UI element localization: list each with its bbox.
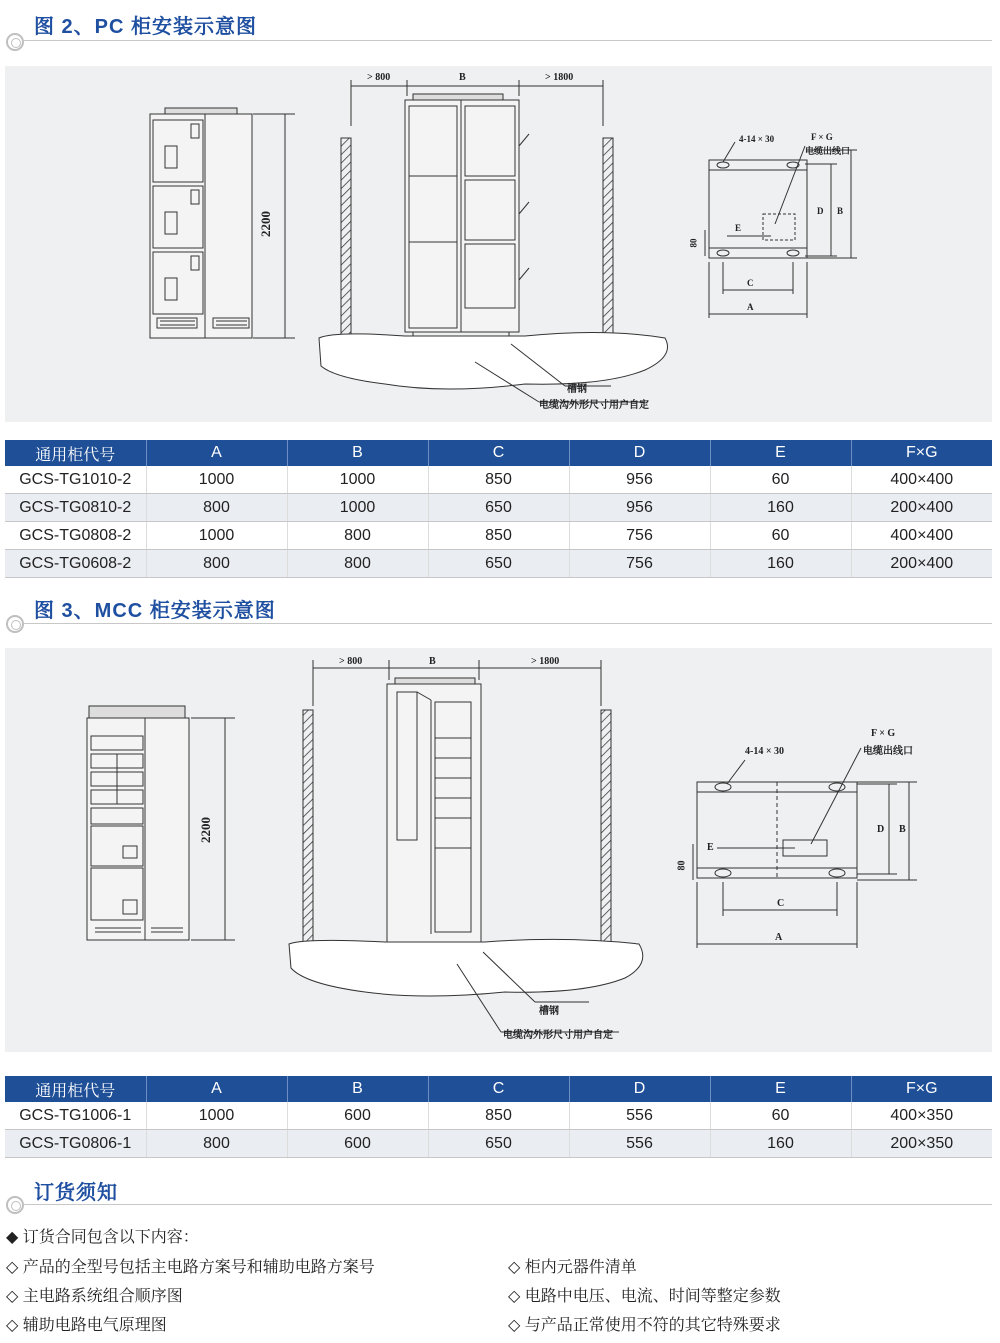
table-cell: 650: [428, 494, 569, 522]
table-cell: 850: [428, 466, 569, 494]
table-cell: 650: [428, 1130, 569, 1158]
table-cell: 800: [146, 1130, 287, 1158]
table-cell: GCS-TG0810-2: [5, 494, 146, 522]
section-title-mcc: 图 3、MCC 柜安装示意图: [34, 600, 276, 622]
dim-clearance-front: > 800: [339, 656, 363, 667]
label-channel-steel: 槽钢: [567, 384, 587, 395]
header-cell: 通用柜代号: [5, 1076, 146, 1102]
mcc-installation-diagram: [5, 648, 992, 1052]
section-title-pc: 图 2、PC 柜安装示意图: [34, 16, 258, 38]
label-c: C: [747, 278, 754, 288]
order-notes: [6, 1224, 986, 1339]
label-e: E: [735, 223, 742, 233]
dim-clearance-back: > 1800: [531, 656, 560, 667]
table-cell: 200×400: [851, 550, 992, 578]
table-cell: 160: [710, 1130, 851, 1158]
table-cell: GCS-TG0806-1: [5, 1130, 146, 1158]
pc-diagram-drawing: [5, 66, 992, 422]
table-cell: 200×400: [851, 494, 992, 522]
header-cell: 通用柜代号: [5, 440, 146, 466]
table-row: [5, 1130, 992, 1158]
section-bullet-icon: [6, 615, 24, 633]
label-cable-trench: 电缆沟外形尺寸用户自定: [503, 1030, 613, 1041]
table-cell: 1000: [146, 466, 287, 494]
section-bullet-icon: [6, 33, 24, 51]
order-item: ◇ 辅助电路电气原理图: [6, 1317, 167, 1334]
label-80: 80: [688, 238, 699, 248]
table-cell: GCS-TG0608-2: [5, 550, 146, 578]
header-cell: A: [146, 440, 287, 466]
table-cell: 556: [569, 1130, 710, 1158]
label-fxg: F × G: [871, 728, 896, 739]
pc-installation-diagram: [5, 66, 992, 422]
table-header-row: [5, 1076, 992, 1102]
dim-height: 2200: [258, 211, 273, 237]
table-cell: GCS-TG1006-1: [5, 1102, 146, 1130]
header-cell: D: [569, 440, 710, 466]
table-cell: 160: [710, 550, 851, 578]
label-fxg: F × G: [811, 132, 833, 142]
table-cell: 756: [569, 522, 710, 550]
header-cell: F×G: [851, 1076, 992, 1102]
table-cell: 60: [710, 1102, 851, 1130]
label-d: D: [877, 824, 885, 835]
dim-b: B: [429, 656, 436, 667]
label-a: A: [747, 302, 754, 312]
order-heading: ◆ 订货合同包含以下内容：: [6, 1229, 199, 1246]
table-cell: 200×350: [851, 1130, 992, 1158]
table-cell: GCS-TG1010-2: [5, 466, 146, 494]
table-cell: 400×350: [851, 1102, 992, 1130]
table-cell: 400×400: [851, 466, 992, 494]
table-cell: 756: [569, 550, 710, 578]
table-row: [5, 550, 992, 578]
label-80: 80: [676, 860, 688, 871]
table-cell: 800: [287, 550, 428, 578]
mcc-diagram-drawing: [5, 648, 992, 1052]
header-cell: B: [287, 440, 428, 466]
label-cable-exit: 电缆出线口: [863, 746, 913, 757]
header-cell: C: [428, 440, 569, 466]
table-cell: 600: [287, 1102, 428, 1130]
label-c: C: [777, 898, 785, 909]
table-cell: 400×400: [851, 522, 992, 550]
dim-clearance-back: > 1800: [545, 72, 574, 83]
header-cell: A: [146, 1076, 287, 1102]
dim-clearance-front: > 800: [367, 72, 391, 83]
table-row: [5, 1102, 992, 1130]
table-cell: 600: [287, 1130, 428, 1158]
header-cell: E: [710, 440, 851, 466]
label-channel-steel: 槽钢: [539, 1006, 559, 1017]
section-bullet-icon: [6, 1196, 24, 1214]
table-cell: 800: [146, 494, 287, 522]
pc-spec-table: [5, 440, 992, 578]
label-cable-exit: 电缆出线口: [805, 147, 851, 157]
divider: [24, 40, 992, 41]
header-cell: D: [569, 1076, 710, 1102]
table-cell: 800: [287, 522, 428, 550]
section-title-order: 订货须知: [34, 1182, 118, 1204]
table-row: [5, 522, 992, 550]
label-e: E: [707, 842, 714, 853]
label-holes: 4-14 × 30: [745, 746, 785, 757]
table-row: [5, 466, 992, 494]
order-item: ◇ 柜内元器件清单: [508, 1259, 637, 1276]
table-cell: 956: [569, 494, 710, 522]
table-cell: 800: [146, 550, 287, 578]
label-b-depth: B: [837, 206, 844, 216]
header-cell: C: [428, 1076, 569, 1102]
order-item: ◇ 主电路系统组合顺序图: [6, 1288, 183, 1305]
label-a: A: [775, 932, 783, 943]
order-item: ◇ 电路中电压、电流、时间等整定参数: [508, 1288, 781, 1305]
divider: [24, 1204, 992, 1205]
table-header-row: [5, 440, 992, 466]
table-cell: 60: [710, 466, 851, 494]
table-cell: 160: [710, 494, 851, 522]
order-item: ◇ 产品的全型号包括主电路方案号和辅助电路方案号: [6, 1259, 375, 1276]
dim-b: B: [459, 72, 466, 83]
table-cell: 1000: [287, 466, 428, 494]
table-cell: 650: [428, 550, 569, 578]
header-cell: E: [710, 1076, 851, 1102]
label-b-depth: B: [899, 824, 906, 835]
label-holes: 4-14 × 30: [739, 134, 775, 144]
table-cell: 850: [428, 1102, 569, 1130]
header-cell: F×G: [851, 440, 992, 466]
order-item: ◇ 与产品正常使用不符的其它特殊要求: [508, 1317, 781, 1334]
table-cell: GCS-TG0808-2: [5, 522, 146, 550]
table-cell: 1000: [146, 1102, 287, 1130]
header-cell: B: [287, 1076, 428, 1102]
table-cell: 1000: [287, 494, 428, 522]
label-d: D: [817, 206, 824, 216]
label-cable-trench: 电缆沟外形尺寸用户自定: [539, 400, 649, 411]
table-row: [5, 494, 992, 522]
mcc-spec-table: [5, 1076, 992, 1158]
table-cell: 60: [710, 522, 851, 550]
table-cell: 850: [428, 522, 569, 550]
dim-height: 2200: [198, 817, 213, 843]
divider: [24, 623, 992, 624]
table-cell: 956: [569, 466, 710, 494]
table-cell: 1000: [146, 522, 287, 550]
table-cell: 556: [569, 1102, 710, 1130]
